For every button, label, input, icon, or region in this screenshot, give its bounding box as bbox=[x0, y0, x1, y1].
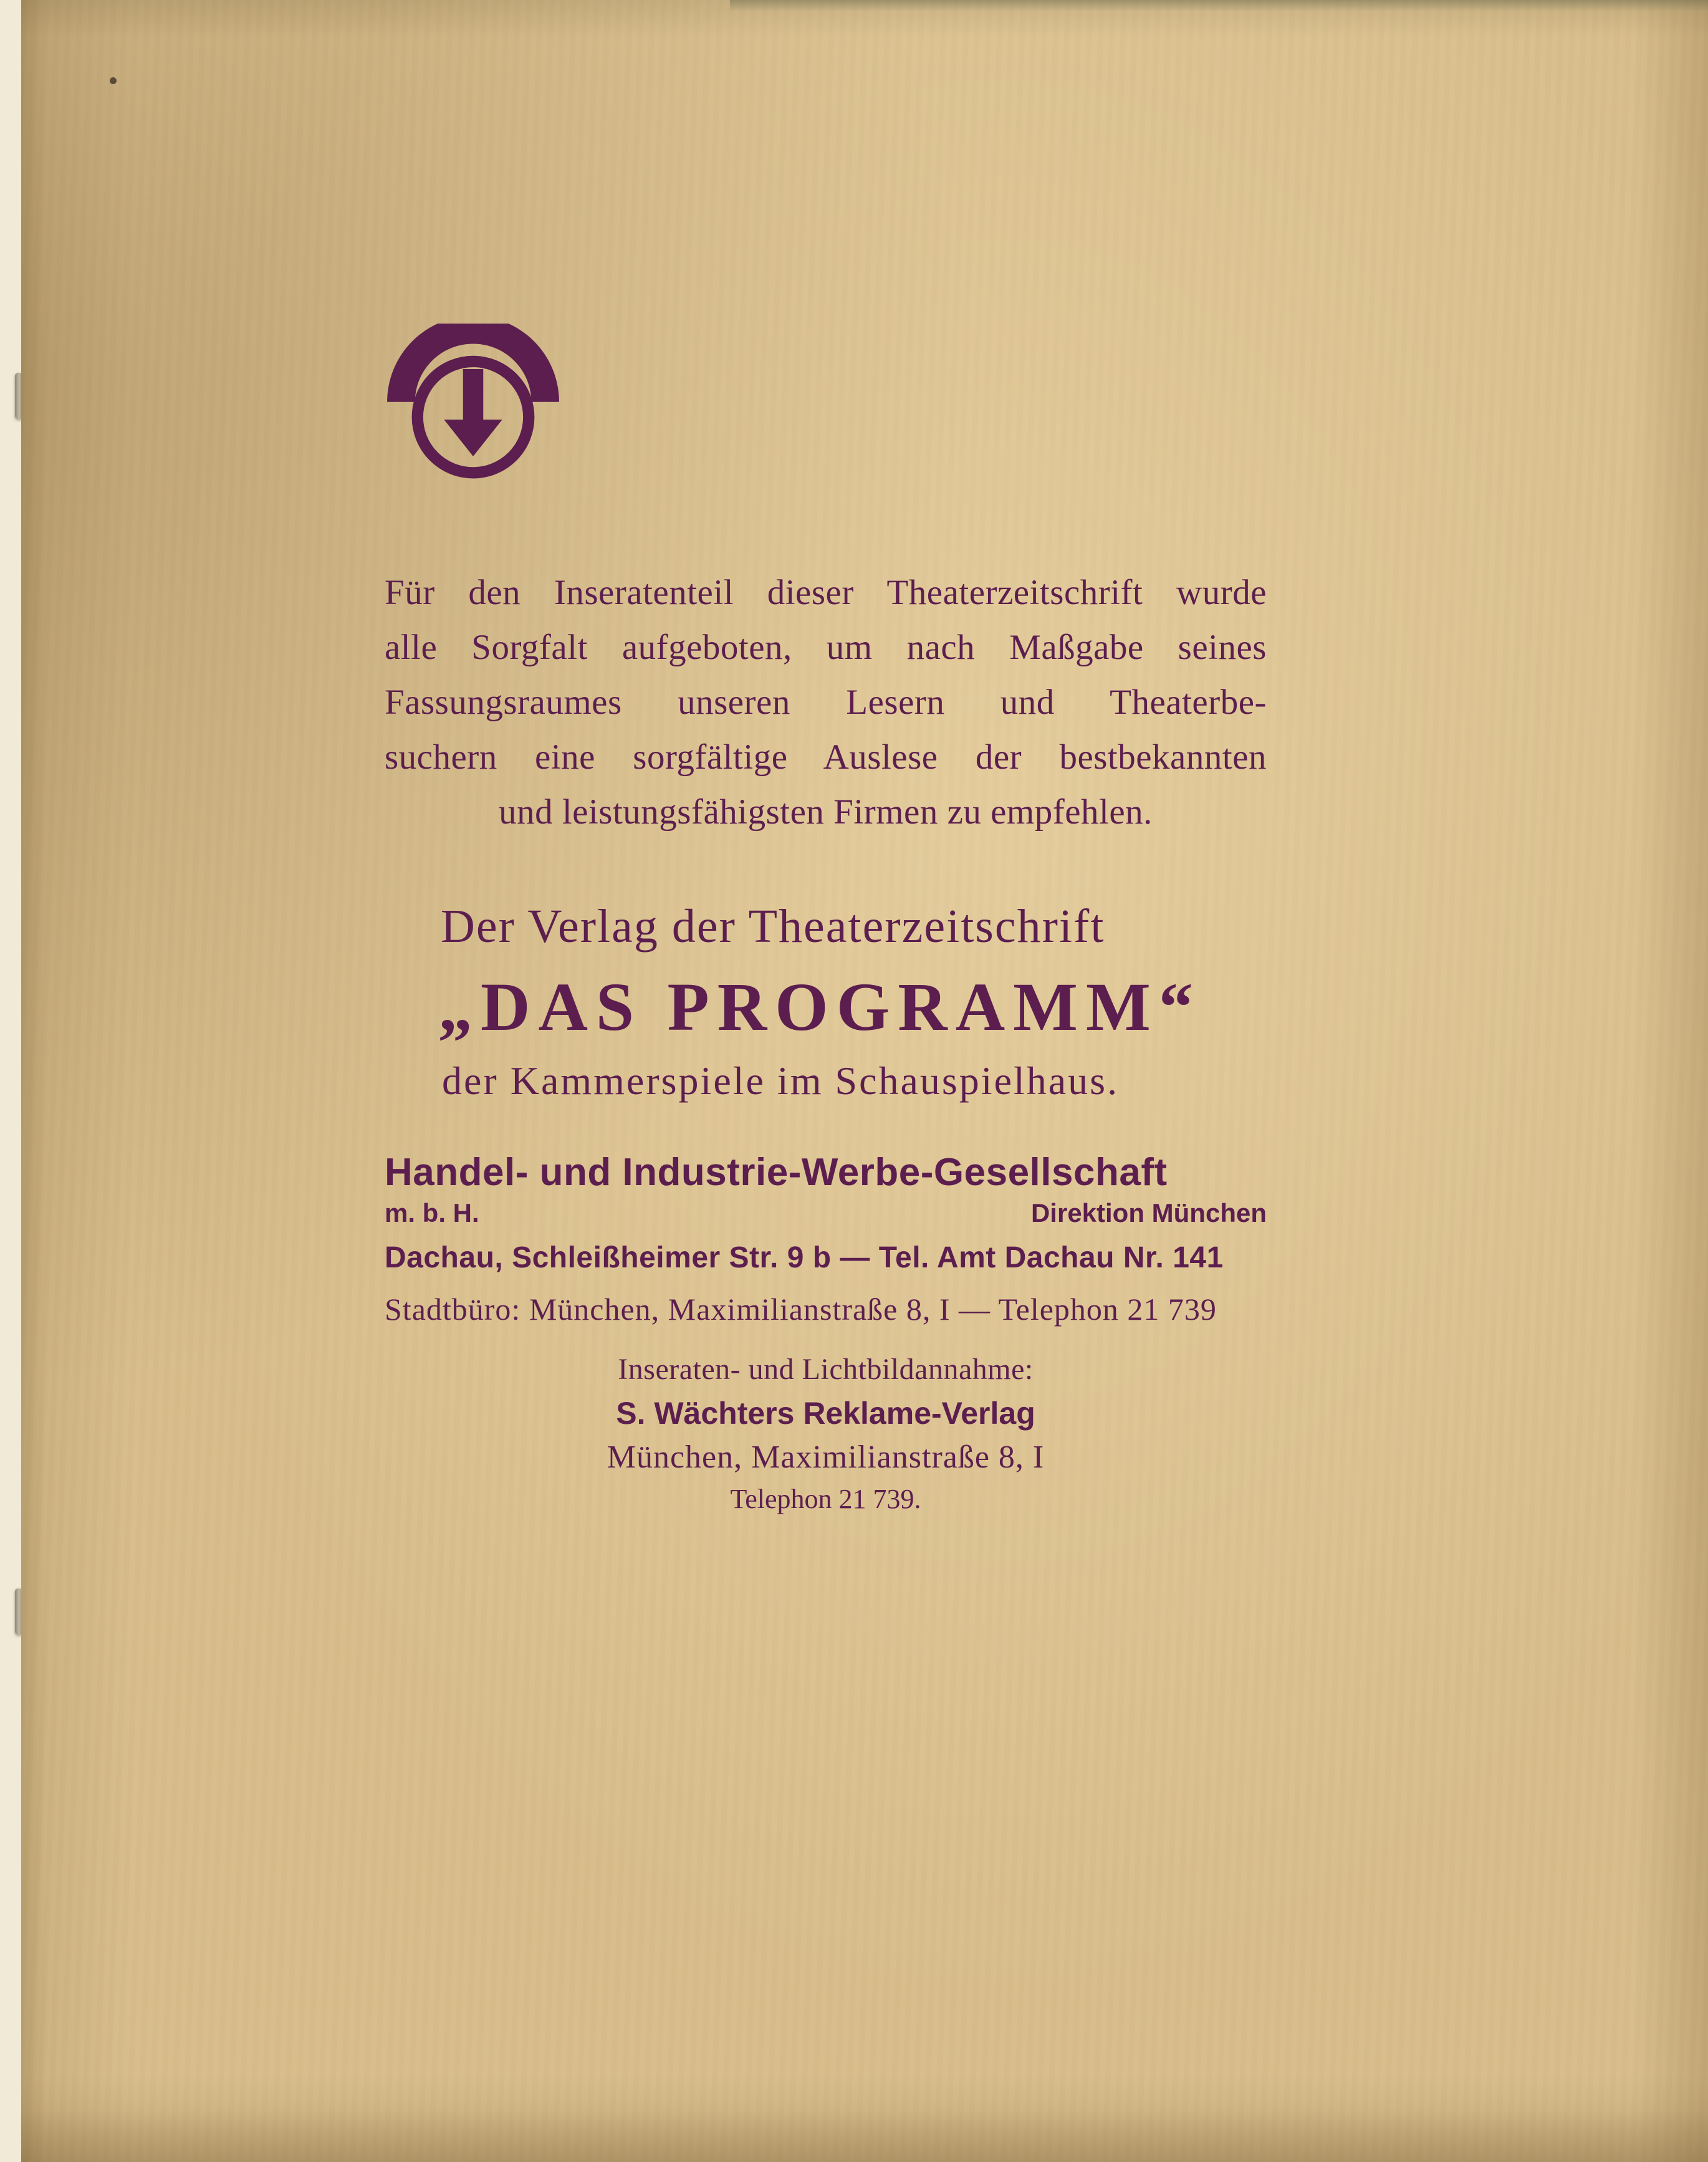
company-name: Handel- und Industrie-Werbe-Gesellschaft bbox=[385, 1151, 1168, 1194]
magazine-title: „DAS PROGRAMM“ bbox=[438, 969, 1201, 1045]
submissions-block bbox=[385, 1352, 1267, 1515]
company-direction: Direktion München bbox=[1030, 1198, 1267, 1228]
agency-name: S. Wächters Reklame-Verlag bbox=[616, 1396, 1035, 1431]
notice-line: Fassungsraumes unseren Lesern und Theaterbe- bbox=[385, 683, 1267, 722]
company-detail-row bbox=[385, 1198, 1267, 1228]
publisher-logo-down-arrow-icon bbox=[385, 324, 562, 501]
paper-page bbox=[21, 0, 1708, 2162]
ink-speck bbox=[110, 77, 117, 84]
agency-phone: Telephon 21 739. bbox=[730, 1484, 921, 1514]
notice-line: alle Sorgfalt aufgeboten, um nach Maßgabe seines bbox=[385, 628, 1267, 667]
notice-line: suchern eine sorgfältige Auslese der bestbekannten bbox=[385, 737, 1267, 777]
city-office-line: Stadtbüro: München, Maximilianstraße 8, I — Telephon 21 739 bbox=[385, 1292, 1217, 1327]
submissions-heading: Inseraten- und Lichtbildannahme: bbox=[618, 1353, 1034, 1386]
bottom-edge-shadow bbox=[21, 2106, 1708, 2162]
publisher-intro: Der Verlag der Theaterzeitschrift bbox=[441, 900, 1105, 953]
advertising-notice-paragraph bbox=[385, 565, 1267, 840]
company-legal-form: m. b. H. bbox=[385, 1198, 479, 1228]
page-content bbox=[385, 0, 1267, 1515]
notice-line: und leistungsfähigsten Firmen zu empfehlen. bbox=[499, 792, 1153, 832]
notice-line: Für den Inseratenteil dieser Theaterzeitschrift wurde bbox=[385, 573, 1267, 612]
magazine-subtitle: der Kammerspiele im Schauspielhaus. bbox=[442, 1059, 1120, 1103]
agency-address: München, Maximilianstraße 8, I bbox=[607, 1439, 1045, 1475]
company-address-line: Dachau, Schleißheimer Str. 9 b — Tel. Amt Dachau Nr. 141 bbox=[385, 1241, 1224, 1274]
